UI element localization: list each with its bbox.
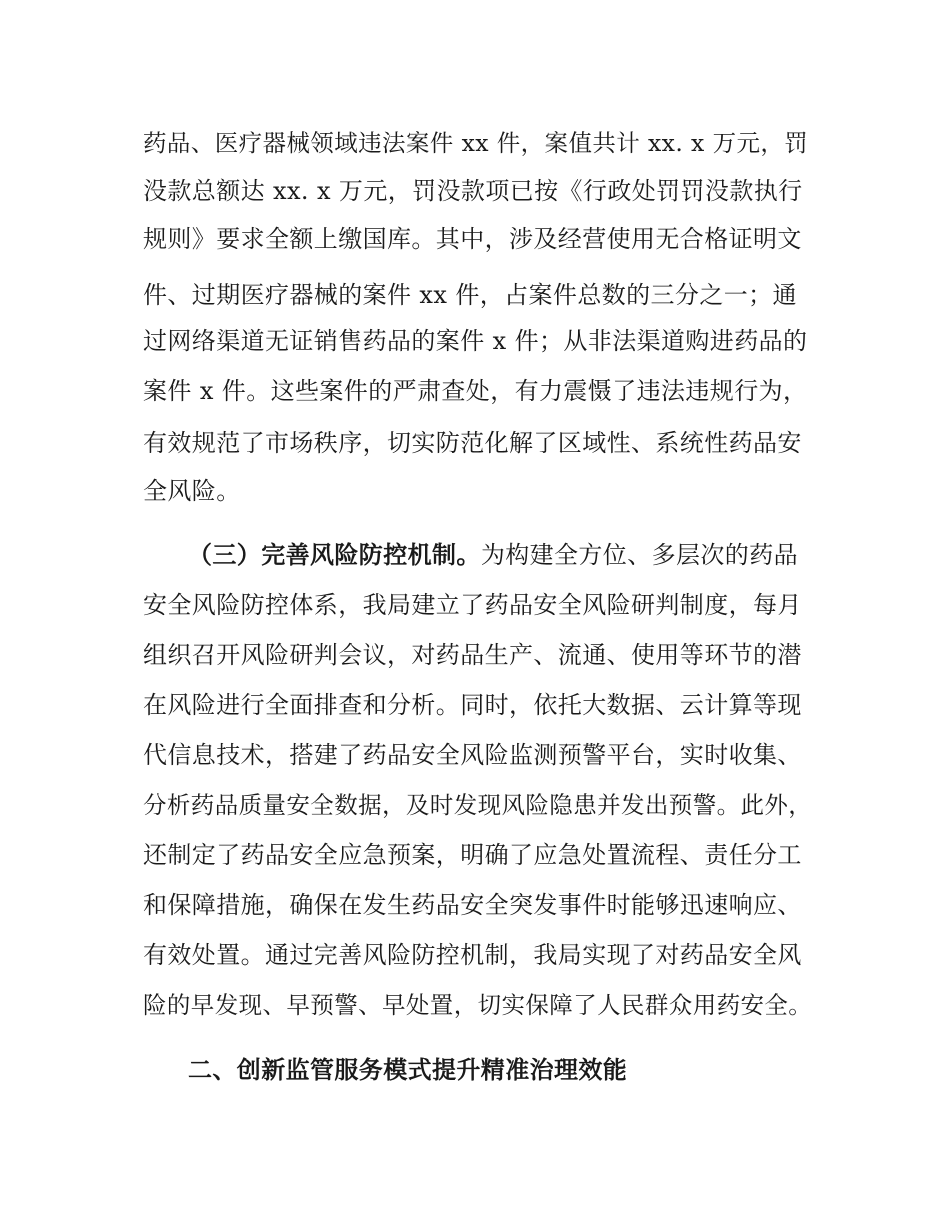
paragraph-2-line: 安全风险防控体系，我局建立了药品安全风险研判制度，每月 xyxy=(143,591,802,619)
paragraph-1-line: 规则》要求全额上缴国库。其中，涉及经营使用无合格证明文 xyxy=(143,225,802,253)
paragraph-2-line: 有效处置。通过完善风险防控机制，我局实现了对药品安全风 xyxy=(143,941,802,969)
paragraph-2-line: 分析药品质量安全数据，及时发现风险隐患并发出预警。此外， xyxy=(143,791,813,819)
paragraph-2-line: 还制定了药品安全应急预案，明确了应急处置流程、责任分工 xyxy=(143,841,802,869)
paragraph-1-line: 过网络渠道无证销售药品的案件 x 件；从非法渠道购进药品的 xyxy=(143,327,808,355)
paragraph-2-line: 代信息技术，搭建了药品安全风险监测预警平台，实时收集、 xyxy=(143,741,802,769)
paragraph-2-line: 险的早发现、早预警、早处置，切实保障了人民群众用药安全。 xyxy=(143,991,813,1019)
paragraph-1-line: 没款总额达 xx. x 万元，罚没款项已按《行政处罚罚没款执行 xyxy=(143,177,803,205)
paragraph-1-line: 药品、医疗器械领域违法案件 xx 件，案值共计 xx. x 万元，罚 xyxy=(143,129,809,157)
paragraph-1-line: 案件 x 件。这些案件的严肃查处，有力震慑了违法违规行为， xyxy=(143,377,808,405)
section-heading: 二、创新监管服务模式提升精准治理效能 xyxy=(188,1056,628,1084)
paragraph-2-line: 在风险进行全面排查和分析。同时，依托大数据、云计算等现 xyxy=(143,691,802,719)
paragraph-2-line: 和保障措施，确保在发生药品安全突发事件时能够迅速响应、 xyxy=(143,891,802,919)
paragraph-1-line: 件、过期医疗器械的案件 xx 件，占案件总数的三分之一；通 xyxy=(143,281,797,309)
paragraph-2-line: 组织召开风险研判会议，对药品生产、流通、使用等环节的潜 xyxy=(143,641,802,669)
subsection-title: （三）完善风险防控机制。 xyxy=(188,541,481,569)
paragraph-1-line: 全风险。 xyxy=(143,477,241,505)
paragraph-2-first-line xyxy=(188,540,798,570)
paragraph-2-first-line-text: 为构建全方位、多层次的药品 xyxy=(480,541,799,569)
paragraph-1-line: 有效规范了市场秩序，切实防范化解了区域性、系统性药品安 xyxy=(143,429,802,457)
